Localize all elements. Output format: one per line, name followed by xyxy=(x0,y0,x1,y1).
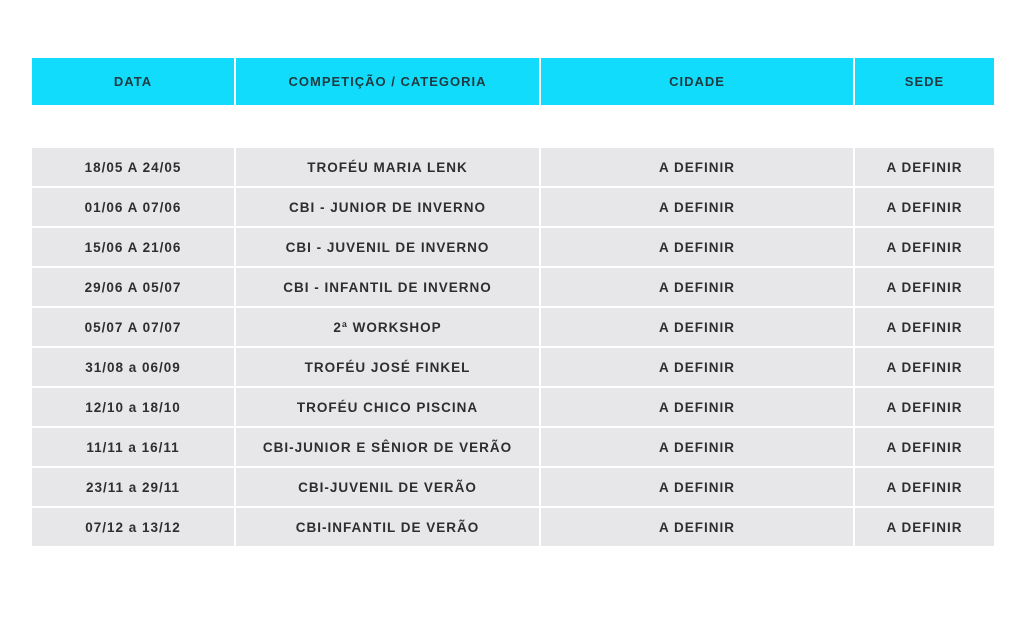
cell-competicao: CBI-INFANTIL DE VERÃO xyxy=(236,508,539,546)
cell-data: 01/06 A 07/06 xyxy=(32,188,234,226)
cell-cidade: A DEFINIR xyxy=(541,188,853,226)
cell-data: 15/06 A 21/06 xyxy=(32,228,234,266)
cell-competicao: CBI - INFANTIL DE INVERNO xyxy=(236,268,539,306)
cell-sede: A DEFINIR xyxy=(855,388,994,426)
header-cidade: CIDADE xyxy=(541,58,853,105)
cell-data: 31/08 a 06/09 xyxy=(32,348,234,386)
cell-competicao: TROFÉU CHICO PISCINA xyxy=(236,388,539,426)
cell-competicao: CBI-JUVENIL DE VERÃO xyxy=(236,468,539,506)
cell-cidade: A DEFINIR xyxy=(541,148,853,186)
cell-data: 23/11 a 29/11 xyxy=(32,468,234,506)
cell-cidade: A DEFINIR xyxy=(541,228,853,266)
cell-sede: A DEFINIR xyxy=(855,428,994,466)
table-row xyxy=(32,468,990,506)
table-row xyxy=(32,348,990,386)
cell-sede: A DEFINIR xyxy=(855,188,994,226)
cell-competicao: TROFÉU JOSÉ FINKEL xyxy=(236,348,539,386)
cell-cidade: A DEFINIR xyxy=(541,268,853,306)
cell-sede: A DEFINIR xyxy=(855,228,994,266)
cell-sede: A DEFINIR xyxy=(855,348,994,386)
cell-sede: A DEFINIR xyxy=(855,308,994,346)
table-body xyxy=(32,148,990,546)
cell-data: 12/10 a 18/10 xyxy=(32,388,234,426)
cell-cidade: A DEFINIR xyxy=(541,308,853,346)
cell-sede: A DEFINIR xyxy=(855,268,994,306)
cell-sede: A DEFINIR xyxy=(855,148,994,186)
cell-cidade: A DEFINIR xyxy=(541,428,853,466)
header-competicao: COMPETIÇÃO / CATEGORIA xyxy=(236,58,539,105)
cell-competicao: CBI - JUVENIL DE INVERNO xyxy=(236,228,539,266)
cell-cidade: A DEFINIR xyxy=(541,348,853,386)
cell-data: 07/12 a 13/12 xyxy=(32,508,234,546)
cell-cidade: A DEFINIR xyxy=(541,388,853,426)
cell-data: 05/07 A 07/07 xyxy=(32,308,234,346)
table-row xyxy=(32,308,990,346)
cell-data: 29/06 A 05/07 xyxy=(32,268,234,306)
cell-data: 18/05 A 24/05 xyxy=(32,148,234,186)
table-row xyxy=(32,228,990,266)
cell-sede: A DEFINIR xyxy=(855,468,994,506)
cell-sede: A DEFINIR xyxy=(855,508,994,546)
cell-data: 11/11 a 16/11 xyxy=(32,428,234,466)
cell-competicao: 2ª WORKSHOP xyxy=(236,308,539,346)
cell-competicao: CBI-JUNIOR E SÊNIOR DE VERÃO xyxy=(236,428,539,466)
table-row xyxy=(32,148,990,186)
header-spacer xyxy=(32,105,990,148)
cell-competicao: CBI - JUNIOR DE INVERNO xyxy=(236,188,539,226)
table-header xyxy=(32,58,990,105)
table-row xyxy=(32,268,990,306)
table-row xyxy=(32,388,990,426)
table-row xyxy=(32,188,990,226)
cell-competicao: TROFÉU MARIA LENK xyxy=(236,148,539,186)
calendar-table xyxy=(32,58,990,548)
cell-cidade: A DEFINIR xyxy=(541,508,853,546)
header-data: DATA xyxy=(32,58,234,105)
table-row xyxy=(32,428,990,466)
table-row xyxy=(32,508,990,546)
header-sede: SEDE xyxy=(855,58,994,105)
cell-cidade: A DEFINIR xyxy=(541,468,853,506)
